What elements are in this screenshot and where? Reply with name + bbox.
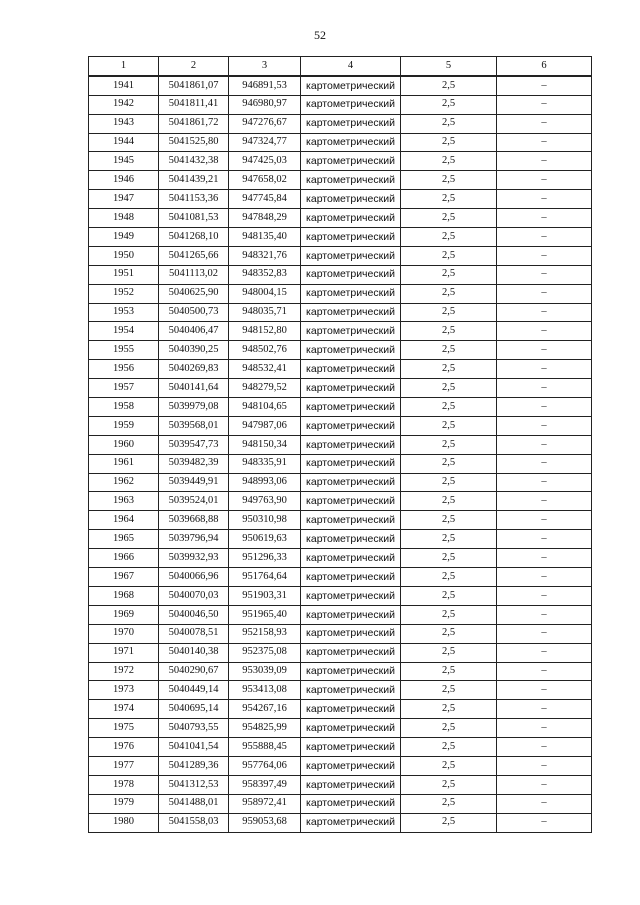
accuracy-cell: 2,5 bbox=[401, 360, 497, 379]
note-cell: – bbox=[497, 246, 592, 265]
x-coordinate-cell: 5040140,38 bbox=[159, 643, 229, 662]
y-coordinate-cell: 946980,97 bbox=[229, 95, 301, 114]
method-cell: картометрический bbox=[301, 435, 401, 454]
note-cell: – bbox=[497, 813, 592, 832]
x-coordinate-cell: 5040290,67 bbox=[159, 662, 229, 681]
point-number-cell: 1957 bbox=[89, 379, 159, 398]
table-row bbox=[89, 398, 592, 417]
accuracy-cell: 2,5 bbox=[401, 605, 497, 624]
point-number-cell: 1950 bbox=[89, 246, 159, 265]
note-cell: – bbox=[497, 719, 592, 738]
table-row bbox=[89, 416, 592, 435]
accuracy-cell: 2,5 bbox=[401, 511, 497, 530]
x-coordinate-cell: 5041289,36 bbox=[159, 756, 229, 775]
column-header: 5 bbox=[401, 57, 497, 76]
y-coordinate-cell: 947425,03 bbox=[229, 152, 301, 171]
table-row bbox=[89, 568, 592, 587]
note-cell: – bbox=[497, 700, 592, 719]
table-header-row bbox=[89, 57, 592, 76]
note-cell: – bbox=[497, 435, 592, 454]
accuracy-cell: 2,5 bbox=[401, 95, 497, 114]
table-row bbox=[89, 511, 592, 530]
note-cell: – bbox=[497, 95, 592, 114]
table-row bbox=[89, 662, 592, 681]
y-coordinate-cell: 947324,77 bbox=[229, 133, 301, 152]
note-cell: – bbox=[497, 114, 592, 133]
column-header: 1 bbox=[89, 57, 159, 76]
method-cell: картометрический bbox=[301, 341, 401, 360]
accuracy-cell: 2,5 bbox=[401, 133, 497, 152]
y-coordinate-cell: 953413,08 bbox=[229, 681, 301, 700]
y-coordinate-cell: 952375,08 bbox=[229, 643, 301, 662]
table-row bbox=[89, 360, 592, 379]
accuracy-cell: 2,5 bbox=[401, 454, 497, 473]
point-number-cell: 1960 bbox=[89, 435, 159, 454]
point-number-cell: 1949 bbox=[89, 228, 159, 247]
y-coordinate-cell: 952158,93 bbox=[229, 624, 301, 643]
note-cell: – bbox=[497, 76, 592, 95]
table-row bbox=[89, 681, 592, 700]
point-number-cell: 1973 bbox=[89, 681, 159, 700]
y-coordinate-cell: 947276,67 bbox=[229, 114, 301, 133]
column-header: 4 bbox=[301, 57, 401, 76]
method-cell: картометрический bbox=[301, 76, 401, 95]
note-cell: – bbox=[497, 360, 592, 379]
x-coordinate-cell: 5041558,03 bbox=[159, 813, 229, 832]
note-cell: – bbox=[497, 416, 592, 435]
note-cell: – bbox=[497, 398, 592, 417]
accuracy-cell: 2,5 bbox=[401, 813, 497, 832]
note-cell: – bbox=[497, 171, 592, 190]
note-cell: – bbox=[497, 228, 592, 247]
accuracy-cell: 2,5 bbox=[401, 76, 497, 95]
accuracy-cell: 2,5 bbox=[401, 284, 497, 303]
point-number-cell: 1955 bbox=[89, 341, 159, 360]
point-number-cell: 1961 bbox=[89, 454, 159, 473]
accuracy-cell: 2,5 bbox=[401, 681, 497, 700]
point-number-cell: 1944 bbox=[89, 133, 159, 152]
method-cell: картометрический bbox=[301, 530, 401, 549]
x-coordinate-cell: 5040046,50 bbox=[159, 605, 229, 624]
note-cell: – bbox=[497, 530, 592, 549]
note-cell: – bbox=[497, 265, 592, 284]
column-header: 2 bbox=[159, 57, 229, 76]
point-number-cell: 1968 bbox=[89, 586, 159, 605]
accuracy-cell: 2,5 bbox=[401, 114, 497, 133]
accuracy-cell: 2,5 bbox=[401, 265, 497, 284]
table-row bbox=[89, 171, 592, 190]
point-number-cell: 1942 bbox=[89, 95, 159, 114]
note-cell: – bbox=[497, 379, 592, 398]
method-cell: картометрический bbox=[301, 454, 401, 473]
x-coordinate-cell: 5041861,07 bbox=[159, 76, 229, 95]
method-cell: картометрический bbox=[301, 246, 401, 265]
method-cell: картометрический bbox=[301, 416, 401, 435]
method-cell: картометрический bbox=[301, 775, 401, 794]
y-coordinate-cell: 954267,16 bbox=[229, 700, 301, 719]
method-cell: картометрический bbox=[301, 360, 401, 379]
point-number-cell: 1958 bbox=[89, 398, 159, 417]
table-row bbox=[89, 738, 592, 757]
table-row bbox=[89, 246, 592, 265]
point-number-cell: 1974 bbox=[89, 700, 159, 719]
point-number-cell: 1969 bbox=[89, 605, 159, 624]
accuracy-cell: 2,5 bbox=[401, 190, 497, 209]
y-coordinate-cell: 948135,40 bbox=[229, 228, 301, 247]
note-cell: – bbox=[497, 738, 592, 757]
point-number-cell: 1980 bbox=[89, 813, 159, 832]
x-coordinate-cell: 5040141,64 bbox=[159, 379, 229, 398]
method-cell: картометрический bbox=[301, 473, 401, 492]
note-cell: – bbox=[497, 624, 592, 643]
table-row bbox=[89, 435, 592, 454]
table-row bbox=[89, 133, 592, 152]
point-number-cell: 1953 bbox=[89, 303, 159, 322]
accuracy-cell: 2,5 bbox=[401, 775, 497, 794]
method-cell: картометрический bbox=[301, 322, 401, 341]
x-coordinate-cell: 5041041,54 bbox=[159, 738, 229, 757]
method-cell: картометрический bbox=[301, 379, 401, 398]
note-cell: – bbox=[497, 454, 592, 473]
table-row bbox=[89, 530, 592, 549]
note-cell: – bbox=[497, 756, 592, 775]
accuracy-cell: 2,5 bbox=[401, 246, 497, 265]
method-cell: картометрический bbox=[301, 794, 401, 813]
accuracy-cell: 2,5 bbox=[401, 473, 497, 492]
table-row bbox=[89, 379, 592, 398]
note-cell: – bbox=[497, 794, 592, 813]
method-cell: картометрический bbox=[301, 398, 401, 417]
accuracy-cell: 2,5 bbox=[401, 719, 497, 738]
y-coordinate-cell: 947745,84 bbox=[229, 190, 301, 209]
x-coordinate-cell: 5041488,01 bbox=[159, 794, 229, 813]
method-cell: картометрический bbox=[301, 643, 401, 662]
point-number-cell: 1962 bbox=[89, 473, 159, 492]
point-number-cell: 1972 bbox=[89, 662, 159, 681]
method-cell: картометрический bbox=[301, 228, 401, 247]
x-coordinate-cell: 5040500,73 bbox=[159, 303, 229, 322]
note-cell: – bbox=[497, 775, 592, 794]
accuracy-cell: 2,5 bbox=[401, 152, 497, 171]
method-cell: картометрический bbox=[301, 190, 401, 209]
x-coordinate-cell: 5040406,47 bbox=[159, 322, 229, 341]
method-cell: картометрический bbox=[301, 303, 401, 322]
y-coordinate-cell: 955888,45 bbox=[229, 738, 301, 757]
column-header: 6 bbox=[497, 57, 592, 76]
x-coordinate-cell: 5040078,51 bbox=[159, 624, 229, 643]
y-coordinate-cell: 949763,90 bbox=[229, 492, 301, 511]
point-number-cell: 1956 bbox=[89, 360, 159, 379]
x-coordinate-cell: 5041153,36 bbox=[159, 190, 229, 209]
y-coordinate-cell: 946891,53 bbox=[229, 76, 301, 95]
method-cell: картометрический bbox=[301, 662, 401, 681]
y-coordinate-cell: 950619,63 bbox=[229, 530, 301, 549]
accuracy-cell: 2,5 bbox=[401, 416, 497, 435]
point-number-cell: 1951 bbox=[89, 265, 159, 284]
accuracy-cell: 2,5 bbox=[401, 643, 497, 662]
accuracy-cell: 2,5 bbox=[401, 624, 497, 643]
point-number-cell: 1978 bbox=[89, 775, 159, 794]
y-coordinate-cell: 951296,33 bbox=[229, 549, 301, 568]
page-number: 52 bbox=[314, 28, 326, 42]
x-coordinate-cell: 5040390,25 bbox=[159, 341, 229, 360]
y-coordinate-cell: 948035,71 bbox=[229, 303, 301, 322]
table-row bbox=[89, 492, 592, 511]
accuracy-cell: 2,5 bbox=[401, 303, 497, 322]
note-cell: – bbox=[497, 586, 592, 605]
point-number-cell: 1943 bbox=[89, 114, 159, 133]
y-coordinate-cell: 948502,76 bbox=[229, 341, 301, 360]
note-cell: – bbox=[497, 284, 592, 303]
y-coordinate-cell: 953039,09 bbox=[229, 662, 301, 681]
point-number-cell: 1966 bbox=[89, 549, 159, 568]
x-coordinate-cell: 5039796,94 bbox=[159, 530, 229, 549]
accuracy-cell: 2,5 bbox=[401, 322, 497, 341]
table-row bbox=[89, 190, 592, 209]
table-row bbox=[89, 114, 592, 133]
accuracy-cell: 2,5 bbox=[401, 398, 497, 417]
method-cell: картометрический bbox=[301, 719, 401, 738]
accuracy-cell: 2,5 bbox=[401, 568, 497, 587]
point-number-cell: 1977 bbox=[89, 756, 159, 775]
x-coordinate-cell: 5041525,80 bbox=[159, 133, 229, 152]
point-number-cell: 1967 bbox=[89, 568, 159, 587]
table-row bbox=[89, 719, 592, 738]
accuracy-cell: 2,5 bbox=[401, 228, 497, 247]
note-cell: – bbox=[497, 643, 592, 662]
accuracy-cell: 2,5 bbox=[401, 209, 497, 228]
table-row bbox=[89, 586, 592, 605]
point-number-cell: 1975 bbox=[89, 719, 159, 738]
y-coordinate-cell: 948152,80 bbox=[229, 322, 301, 341]
table-row bbox=[89, 605, 592, 624]
y-coordinate-cell: 951903,31 bbox=[229, 586, 301, 605]
note-cell: – bbox=[497, 152, 592, 171]
method-cell: картометрический bbox=[301, 95, 401, 114]
note-cell: – bbox=[497, 341, 592, 360]
x-coordinate-cell: 5040070,03 bbox=[159, 586, 229, 605]
note-cell: – bbox=[497, 681, 592, 700]
accuracy-cell: 2,5 bbox=[401, 492, 497, 511]
x-coordinate-cell: 5039979,08 bbox=[159, 398, 229, 417]
x-coordinate-cell: 5039932,93 bbox=[159, 549, 229, 568]
method-cell: картометрический bbox=[301, 492, 401, 511]
table-row bbox=[89, 473, 592, 492]
accuracy-cell: 2,5 bbox=[401, 435, 497, 454]
x-coordinate-cell: 5040066,96 bbox=[159, 568, 229, 587]
method-cell: картометрический bbox=[301, 813, 401, 832]
x-coordinate-cell: 5041439,21 bbox=[159, 171, 229, 190]
point-number-cell: 1947 bbox=[89, 190, 159, 209]
accuracy-cell: 2,5 bbox=[401, 756, 497, 775]
x-coordinate-cell: 5041861,72 bbox=[159, 114, 229, 133]
note-cell: – bbox=[497, 492, 592, 511]
x-coordinate-cell: 5040695,14 bbox=[159, 700, 229, 719]
table-row bbox=[89, 756, 592, 775]
method-cell: картометрический bbox=[301, 284, 401, 303]
y-coordinate-cell: 948532,41 bbox=[229, 360, 301, 379]
x-coordinate-cell: 5039568,01 bbox=[159, 416, 229, 435]
x-coordinate-cell: 5041432,38 bbox=[159, 152, 229, 171]
method-cell: картометрический bbox=[301, 171, 401, 190]
x-coordinate-cell: 5041081,53 bbox=[159, 209, 229, 228]
table-row bbox=[89, 265, 592, 284]
note-cell: – bbox=[497, 549, 592, 568]
method-cell: картометрический bbox=[301, 624, 401, 643]
x-coordinate-cell: 5039449,91 bbox=[159, 473, 229, 492]
point-number-cell: 1965 bbox=[89, 530, 159, 549]
point-number-cell: 1941 bbox=[89, 76, 159, 95]
accuracy-cell: 2,5 bbox=[401, 379, 497, 398]
method-cell: картометрический bbox=[301, 738, 401, 757]
table-row bbox=[89, 303, 592, 322]
y-coordinate-cell: 947987,06 bbox=[229, 416, 301, 435]
table-row bbox=[89, 549, 592, 568]
accuracy-cell: 2,5 bbox=[401, 171, 497, 190]
note-cell: – bbox=[497, 662, 592, 681]
y-coordinate-cell: 951965,40 bbox=[229, 605, 301, 624]
column-header: 3 bbox=[229, 57, 301, 76]
y-coordinate-cell: 948279,52 bbox=[229, 379, 301, 398]
method-cell: картометрический bbox=[301, 265, 401, 284]
x-coordinate-cell: 5039482,39 bbox=[159, 454, 229, 473]
table-row bbox=[89, 341, 592, 360]
point-number-cell: 1963 bbox=[89, 492, 159, 511]
accuracy-cell: 2,5 bbox=[401, 530, 497, 549]
table-row bbox=[89, 700, 592, 719]
y-coordinate-cell: 947658,02 bbox=[229, 171, 301, 190]
table-row bbox=[89, 209, 592, 228]
table-body bbox=[89, 76, 592, 832]
method-cell: картометрический bbox=[301, 700, 401, 719]
point-number-cell: 1952 bbox=[89, 284, 159, 303]
accuracy-cell: 2,5 bbox=[401, 341, 497, 360]
x-coordinate-cell: 5040269,83 bbox=[159, 360, 229, 379]
point-number-cell: 1954 bbox=[89, 322, 159, 341]
method-cell: картометрический bbox=[301, 152, 401, 171]
point-number-cell: 1946 bbox=[89, 171, 159, 190]
note-cell: – bbox=[497, 605, 592, 624]
accuracy-cell: 2,5 bbox=[401, 794, 497, 813]
y-coordinate-cell: 948352,83 bbox=[229, 265, 301, 284]
coordinates-table bbox=[88, 56, 592, 833]
note-cell: – bbox=[497, 190, 592, 209]
note-cell: – bbox=[497, 511, 592, 530]
y-coordinate-cell: 948335,91 bbox=[229, 454, 301, 473]
method-cell: картометрический bbox=[301, 133, 401, 152]
y-coordinate-cell: 948150,34 bbox=[229, 435, 301, 454]
x-coordinate-cell: 5039524,01 bbox=[159, 492, 229, 511]
note-cell: – bbox=[497, 322, 592, 341]
y-coordinate-cell: 948104,65 bbox=[229, 398, 301, 417]
x-coordinate-cell: 5041268,10 bbox=[159, 228, 229, 247]
method-cell: картометрический bbox=[301, 605, 401, 624]
note-cell: – bbox=[497, 303, 592, 322]
table-row bbox=[89, 454, 592, 473]
accuracy-cell: 2,5 bbox=[401, 738, 497, 757]
accuracy-cell: 2,5 bbox=[401, 549, 497, 568]
table-row bbox=[89, 284, 592, 303]
y-coordinate-cell: 947848,29 bbox=[229, 209, 301, 228]
table-row bbox=[89, 152, 592, 171]
accuracy-cell: 2,5 bbox=[401, 662, 497, 681]
x-coordinate-cell: 5039547,73 bbox=[159, 435, 229, 454]
y-coordinate-cell: 958972,41 bbox=[229, 794, 301, 813]
x-coordinate-cell: 5039668,88 bbox=[159, 511, 229, 530]
y-coordinate-cell: 958397,49 bbox=[229, 775, 301, 794]
method-cell: картометрический bbox=[301, 586, 401, 605]
y-coordinate-cell: 959053,68 bbox=[229, 813, 301, 832]
accuracy-cell: 2,5 bbox=[401, 586, 497, 605]
x-coordinate-cell: 5041113,02 bbox=[159, 265, 229, 284]
table-row bbox=[89, 228, 592, 247]
point-number-cell: 1964 bbox=[89, 511, 159, 530]
table-row bbox=[89, 95, 592, 114]
table-row bbox=[89, 813, 592, 832]
point-number-cell: 1979 bbox=[89, 794, 159, 813]
table-row bbox=[89, 624, 592, 643]
y-coordinate-cell: 948321,76 bbox=[229, 246, 301, 265]
y-coordinate-cell: 957764,06 bbox=[229, 756, 301, 775]
x-coordinate-cell: 5040625,90 bbox=[159, 284, 229, 303]
method-cell: картометрический bbox=[301, 549, 401, 568]
point-number-cell: 1976 bbox=[89, 738, 159, 757]
point-number-cell: 1948 bbox=[89, 209, 159, 228]
x-coordinate-cell: 5041811,41 bbox=[159, 95, 229, 114]
accuracy-cell: 2,5 bbox=[401, 700, 497, 719]
method-cell: картометрический bbox=[301, 568, 401, 587]
x-coordinate-cell: 5041265,66 bbox=[159, 246, 229, 265]
table-row bbox=[89, 794, 592, 813]
point-number-cell: 1970 bbox=[89, 624, 159, 643]
x-coordinate-cell: 5041312,53 bbox=[159, 775, 229, 794]
note-cell: – bbox=[497, 133, 592, 152]
table-row bbox=[89, 322, 592, 341]
method-cell: картометрический bbox=[301, 209, 401, 228]
table-row bbox=[89, 76, 592, 95]
note-cell: – bbox=[497, 209, 592, 228]
y-coordinate-cell: 954825,99 bbox=[229, 719, 301, 738]
method-cell: картометрический bbox=[301, 681, 401, 700]
table-row bbox=[89, 775, 592, 794]
note-cell: – bbox=[497, 568, 592, 587]
x-coordinate-cell: 5040449,14 bbox=[159, 681, 229, 700]
point-number-cell: 1945 bbox=[89, 152, 159, 171]
note-cell: – bbox=[497, 473, 592, 492]
point-number-cell: 1959 bbox=[89, 416, 159, 435]
y-coordinate-cell: 948004,15 bbox=[229, 284, 301, 303]
y-coordinate-cell: 951764,64 bbox=[229, 568, 301, 587]
point-number-cell: 1971 bbox=[89, 643, 159, 662]
y-coordinate-cell: 950310,98 bbox=[229, 511, 301, 530]
method-cell: картометрический bbox=[301, 756, 401, 775]
y-coordinate-cell: 948993,06 bbox=[229, 473, 301, 492]
table-row bbox=[89, 643, 592, 662]
method-cell: картометрический bbox=[301, 114, 401, 133]
x-coordinate-cell: 5040793,55 bbox=[159, 719, 229, 738]
method-cell: картометрический bbox=[301, 511, 401, 530]
